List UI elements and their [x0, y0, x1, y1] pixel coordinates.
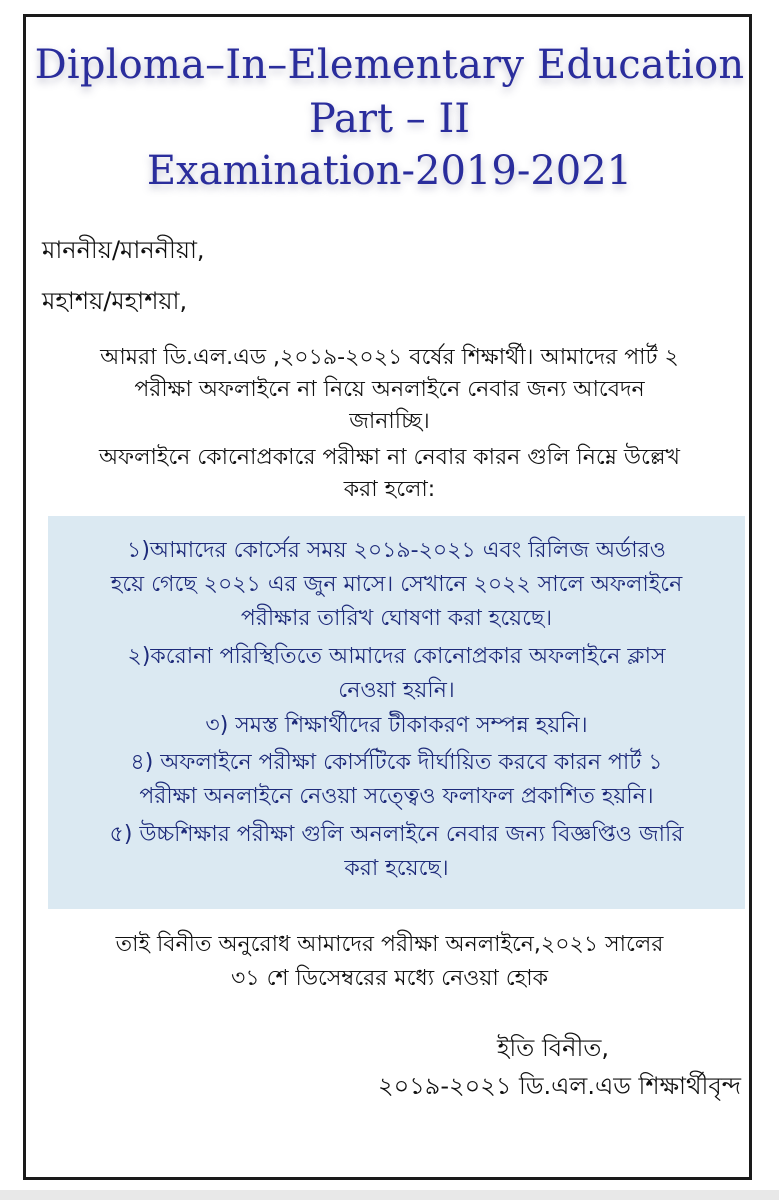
- intro-line-3: জানাচ্ছি।: [349, 409, 430, 434]
- reason-1-line-3: পরীক্ষার তারিখ ঘোষণা করা হয়েছে।: [240, 606, 553, 631]
- reason-5-line-1: ৫) উচ্চশিক্ষার পরীক্ষা গুলি অনলাইনে নেবার জন্য বিজ্ঞপ্তিও জারি: [109, 822, 684, 847]
- reason-4-line-1: ৪) অফলাইনে পরীক্ষা কোর্সটিকে দীর্ঘায়িত করবে কারন পার্ট ১: [130, 750, 663, 775]
- reasons-intro: [30, 442, 749, 506]
- reason-1-line-2: হয়ে গেছে ২০২১ এর জুন মাসে। সেখানে ২০২২ সালে অফলাইনে: [110, 572, 683, 597]
- intro-line-1: আমরা ডি.এল.এড ,২০১৯-২০২১ বর্ষের শিক্ষার্থী। আমাদের পার্ট ২: [100, 345, 679, 370]
- reason-item-5: [48, 818, 745, 886]
- reason-item-1: [48, 534, 745, 636]
- reasons-intro-line-2: করা হলো:: [343, 477, 436, 502]
- reasons-intro-line-1: অফলাইনে কোনোপ্রকারে পরীক্ষা না নেবার কারন গুলি নিম্নে উল্লেখ: [99, 445, 680, 470]
- reason-2-line-2: নেওয়া হয়নি।: [338, 678, 455, 703]
- heading-examination: Examination-2019-2021: [146, 148, 633, 194]
- signature-greeting: ইতি বিনীত,: [496, 1034, 609, 1062]
- reason-item-3: [48, 709, 745, 743]
- closing-line-1: তাই বিনীত অনুরোধ আমাদের পরীক্ষা অনলাইনে,২০২১ সালের: [115, 932, 664, 957]
- reason-3-line-1: ৩) সমস্ত শিক্ষার্থীদের টীকাকরণ সম্পন্ন হয়নি।: [205, 713, 588, 738]
- reason-5-line-2: করা হয়েছে।: [344, 856, 449, 881]
- closing-line-2: ৩১ শে ডিসেম্বরের মধ্যে নেওয়া হোক: [231, 966, 548, 991]
- reason-item-4: [48, 746, 745, 814]
- closing-request: [30, 928, 749, 996]
- reason-item-2: [48, 640, 745, 708]
- intro-line-2: পরীক্ষা অফলাইনে না নিয়ে অনলাইনে নেবার জন্য আবেদন: [134, 377, 645, 402]
- salutation-line-1: মাননীয়/মাননীয়া,: [42, 236, 205, 264]
- reason-1-line-1: ১)আমাদের কোর্সের সময় ২০১৯-২০২১ এবং রিলিজ অর্ডারও: [127, 538, 666, 563]
- salutation-line-2: মহাশয়/মহাশয়া,: [42, 287, 188, 315]
- reason-4-line-2: পরীক্ষা অনলাইনে নেওয়া সত্ত্বেও ফলাফল প্রকাশিত হয়নি।: [139, 784, 654, 809]
- bottom-margin: [0, 1190, 779, 1200]
- heading-part: Part – II: [308, 96, 471, 142]
- intro-paragraph: [30, 342, 749, 438]
- reason-2-line-1: ২)করোনা পরিস্থিতিতে আমাদের কোনোপ্রকার অফলাইনে ক্লাস: [127, 644, 666, 669]
- heading-title: Diploma–In–Elementary Education: [34, 42, 745, 88]
- signature-name: ২০১৯-২০২১ ডি.এল.এড শিক্ষার্থীবৃন্দ: [377, 1072, 741, 1100]
